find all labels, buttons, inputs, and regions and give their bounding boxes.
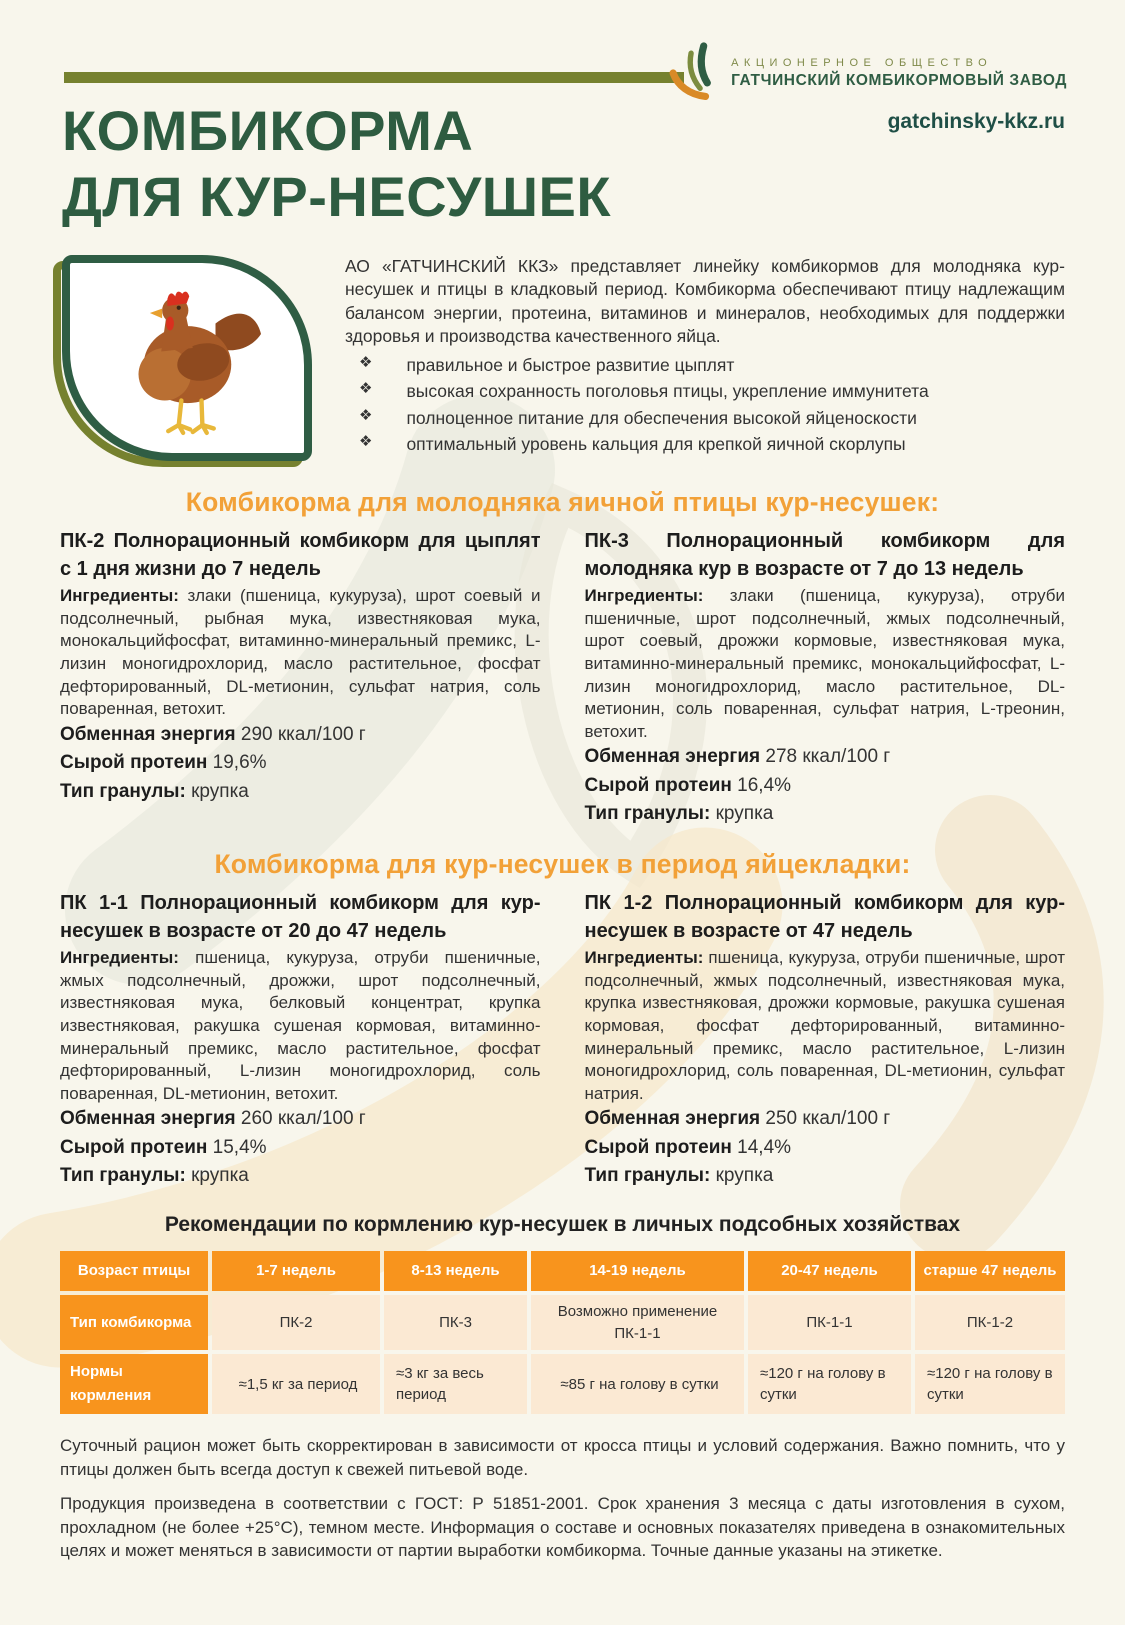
ingredients-text: пшеница, кукуруза, отруби пшеничные, жмых подсолнечный, дрожжи, шрот подсолнечный, известняковая мука, белковый концентрат, крупка известняковая, ракушка сушеная кормовая, витаминно-минеральный премикс, масло растительное, фосфат дефторированный, L-лизин моногидрохлорид, соль поваренная, DL-метионин, ветохит.	[60, 948, 541, 1103]
page-title	[62, 98, 611, 229]
hen-photo-frame	[60, 255, 315, 467]
energy-value: 278 ккал/100 г	[765, 746, 891, 768]
diamond-bullet-icon: ❖	[359, 354, 373, 372]
company-type: АКЦИОНЕРНОЕ ОБЩЕСТВО	[731, 56, 993, 69]
table-cell: ≈1,5 кг за период	[212, 1354, 380, 1414]
table-cell: ПК-1-1	[748, 1295, 911, 1351]
product-card-pk1-2	[585, 890, 1066, 1191]
section-heading-laying-period: Комбикорма для кур-несушек в период яйцекладки:	[214, 848, 911, 879]
list-item-text: оптимальный уровень кальция для крепкой яичной скорлупы	[406, 433, 906, 454]
granule-value: крупка	[191, 780, 249, 802]
protein-value: 14,4%	[737, 1136, 792, 1158]
energy-value: 290 ккал/100 г	[240, 723, 366, 745]
granule-label: Тип гранулы:	[584, 803, 711, 825]
header-divider	[64, 72, 684, 83]
granule-value: крупка	[191, 1165, 249, 1187]
ingredients-label: Ингредиенты:	[584, 586, 704, 606]
ingredients-label: Ингредиенты:	[584, 948, 704, 968]
products-grid-2	[0, 890, 1125, 1191]
granule-label: Тип гранулы:	[60, 780, 186, 802]
table-cell: ≈120 г на голову в сутки	[748, 1354, 911, 1414]
product-title: ПК 1-1 Полнорационный комбикорм для кур-несушек в возрасте от 20 до 47 недель	[60, 891, 541, 942]
hen-photo	[62, 255, 312, 461]
ingredients-text: пшеница, кукуруза, отруби пшеничные, шрот подсолнечный, жмых подсолнечный, известняковая мука, крупка известняковая, дрожжи кормовые, ракушка сушеная кормовая, фосфат дефторированный, витаминно-минеральный премикс, масло растительное, L-лизин моногидрохлорид, соль поваренная, DL-метионин, сульфат натрия.	[584, 948, 1065, 1103]
ingredients-text: злаки (пшеница, кукуруза), отруби пшеничные, шрот подсолнечный, жмых подсолнечный, шрот соевый, дрожжи кормовые, известняковая мука, витаминно-минеральный премикс, монокальцийфосфат, L-лизин моногидрохлорид, масло растительное, DL-метионин, соль поваренная, сульфат натрия, L-треонин, ветохит.	[584, 586, 1065, 741]
feeding-recommendations-table	[56, 1247, 1069, 1419]
section-heading-young-birds: Комбикорма для молодняка яичной птицы кур-несушек:	[185, 487, 940, 517]
granule-label: Тип гранулы:	[584, 1165, 711, 1187]
protein-label: Сырой протеин	[60, 1136, 208, 1158]
product-title: ПК 1-2 Полнорационный комбикорм для кур-несушек в возрасте от 47 недель	[584, 891, 1065, 942]
table-cell: ≈85 г на голову в сутки	[531, 1354, 744, 1414]
website-link[interactable]: gatchinsky-kkz.ru	[887, 110, 1065, 133]
diamond-bullet-icon: ❖	[359, 432, 373, 450]
benefits-list	[345, 352, 1065, 457]
granule-value: крупка	[715, 1165, 774, 1187]
table-row	[60, 1295, 1065, 1351]
table-header-row	[60, 1251, 1065, 1291]
list-item-text: правильное и быстрое развитие цыплят	[406, 355, 735, 376]
energy-label: Обменная энергия	[60, 723, 236, 745]
company-logo	[665, 40, 1067, 106]
row-label: Нормы кормления	[60, 1354, 208, 1414]
granule-value: крупка	[715, 803, 774, 825]
hen-illustration-icon	[100, 271, 275, 446]
product-title: ПК-3 Полнорационный комбикорм для молодняка кур в возрасте от 7 до 13 недель	[584, 530, 1065, 580]
protein-value: 16,4%	[737, 774, 792, 796]
intro-section	[0, 255, 1125, 467]
products-grid-1	[0, 528, 1125, 829]
table-cell: ≈3 кг за весь период	[384, 1354, 527, 1414]
ingredients-label: Ингредиенты:	[60, 586, 179, 606]
table-cell: ПК-3	[384, 1295, 527, 1351]
protein-label: Сырой протеин	[584, 774, 732, 796]
protein-label: Сырой протеин	[584, 1136, 732, 1158]
protein-value: 15,4%	[212, 1136, 267, 1158]
protein-label: Сырой протеин	[60, 752, 208, 774]
energy-label: Обменная энергия	[60, 1108, 236, 1130]
page-title-line2: ДЛЯ КУР-НЕСУШЕК	[62, 164, 612, 228]
diamond-bullet-icon: ❖	[359, 380, 373, 398]
list-item	[345, 352, 1065, 378]
protein-value: 19,6%	[212, 752, 267, 774]
company-name: ГАТЧИНСКИЙ КОМБИКОРМОВЫЙ ЗАВОД	[731, 71, 1067, 89]
page-title-line1: КОМБИКОРМА	[62, 99, 474, 162]
energy-label: Обменная энергия	[584, 1108, 761, 1130]
footer-notes	[0, 1434, 1125, 1562]
footer-paragraph-gost: Продукция произведена в соответствии с ГОСТ: Р 51851-2001. Срок хранения 3 месяца с даты изготовления в сухом, прохладном (не более +25°С), темном месте. Информация о составе и основных показателях приведена в ознакомительных целях и может меняться в зависимости от партии выработки комбикорма. Точные данные указаны на этикетке.	[60, 1494, 1065, 1561]
ingredients-text: злаки (пшеница, кукуруза), шрот соевый и подсолнечный, рыбная мука, известняковая мука, монокальцийфосфат, витаминно-минеральный премикс, L-лизин моногидрохлорид, масло растительное, фосфат дефторированный, DL-метионин, сульфат натрия, соль поваренная, ветохит.	[60, 586, 541, 719]
list-item	[345, 405, 1065, 431]
table-row	[60, 1354, 1065, 1414]
diamond-bullet-icon: ❖	[359, 406, 373, 424]
column-header: 1-7 недель	[212, 1251, 380, 1291]
list-item	[345, 431, 1065, 457]
column-header: 14-19 недель	[531, 1251, 744, 1291]
footer-paragraph-daily-ration: Суточный рацион может быть скорректирован в зависимости от кросса птицы и условий содержания. Важно помнить, что у птицы должен быть всегда доступ к свежей питьевой воде.	[60, 1436, 1065, 1479]
table-cell: ≈120 г на голову в сутки	[915, 1354, 1065, 1414]
column-header: 20-47 недель	[748, 1251, 911, 1291]
table-cell: ПК-2	[212, 1295, 380, 1351]
product-card-pk3	[585, 528, 1066, 829]
energy-value: 260 ккал/100 г	[240, 1108, 366, 1130]
intro-paragraph: АО «ГАТЧИНСКИЙ ККЗ» представляет линейку комбикормов для молодняка кур-несушек и птицы в кладковый период. Комбикорма обеспечивают птицу надлежащим балансом энергии, протеина, витаминов и минералов, необходимых для поддержки здоровья и производства качественного яйца.	[345, 256, 1065, 346]
table-heading: Рекомендации по кормлению кур-несушек в личных подсобных хозяйствах	[164, 1212, 961, 1236]
product-card-pk1-1	[60, 890, 541, 1191]
column-header: старше 47 недель	[915, 1251, 1065, 1291]
row-label: Тип комбикорма	[60, 1295, 208, 1351]
ingredients-label: Ингредиенты:	[60, 948, 179, 968]
logo-mark-icon	[665, 40, 719, 106]
column-header: Возраст птицы	[60, 1251, 208, 1291]
granule-label: Тип гранулы:	[60, 1165, 186, 1187]
list-item-text: полноценное питание для обеспечения высокой яйценоскости	[406, 407, 917, 428]
product-card-pk2	[60, 528, 541, 829]
list-item	[345, 378, 1065, 404]
list-item-text: высокая сохранность поголовья птицы, укрепление иммунитета	[406, 381, 929, 402]
table-cell: Возможно применение ПК-1-1	[531, 1295, 744, 1351]
product-title: ПК-2 Полнорационный комбикорм для цыплят с 1 дня жизни до 7 недель	[60, 530, 541, 580]
energy-label: Обменная энергия	[584, 746, 761, 768]
table-cell: ПК-1-2	[915, 1295, 1065, 1351]
column-header: 8-13 недель	[384, 1251, 527, 1291]
energy-value: 250 ккал/100 г	[765, 1108, 891, 1130]
